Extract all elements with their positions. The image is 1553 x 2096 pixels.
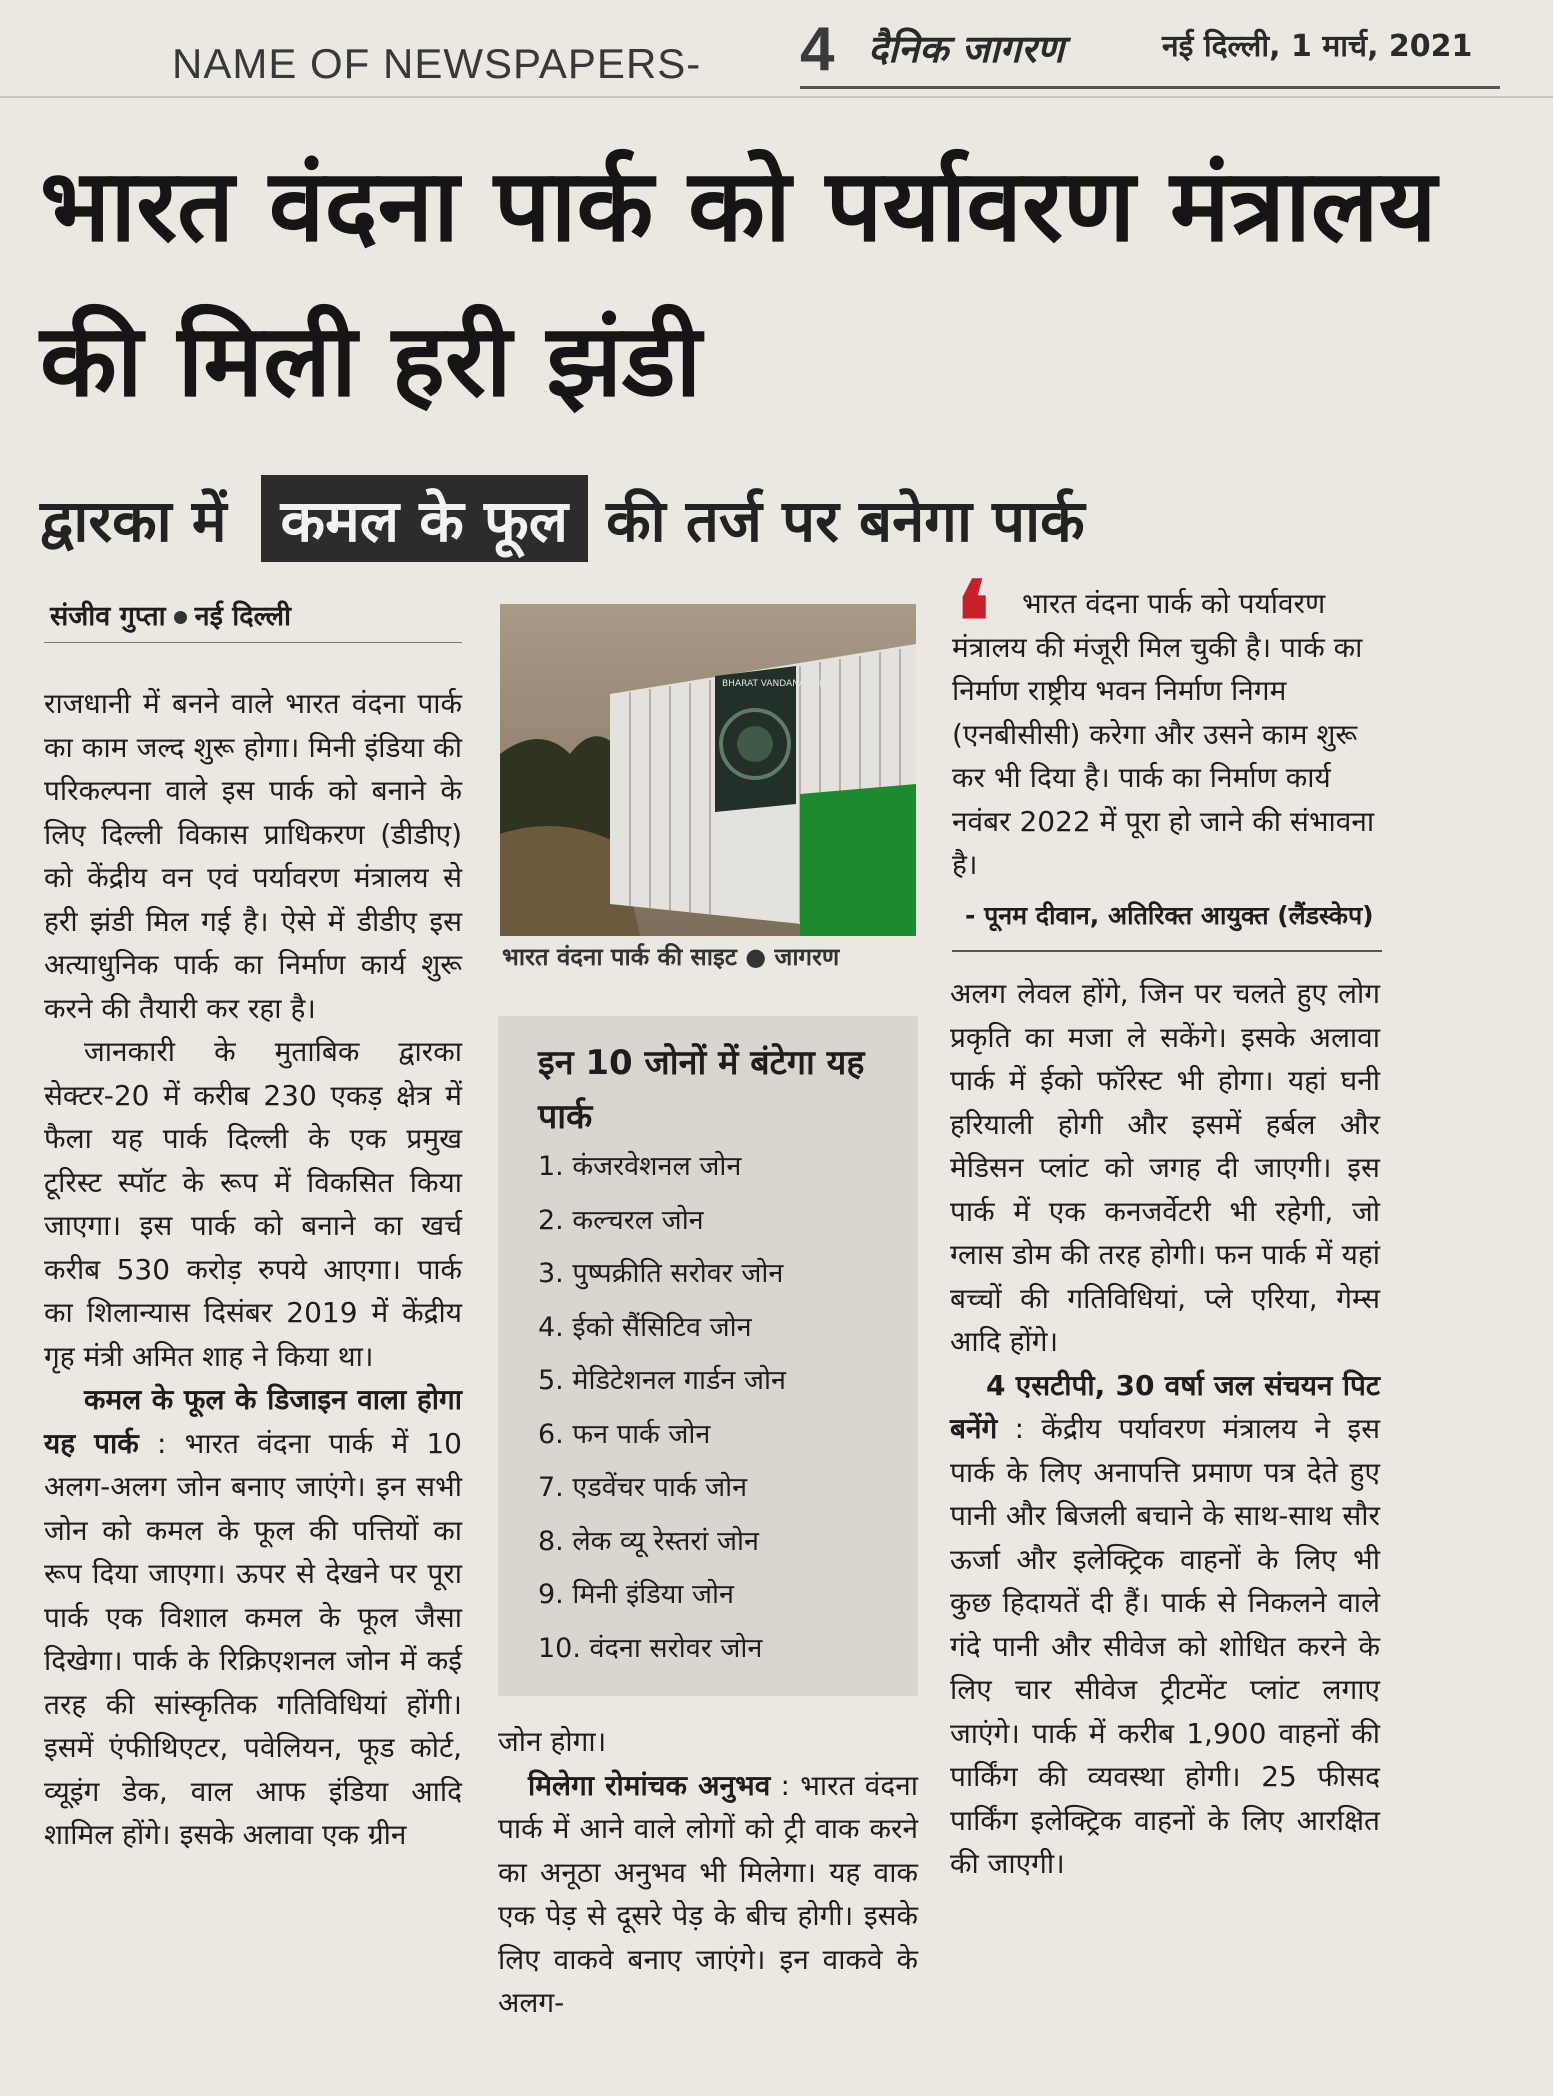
masthead-rule (800, 86, 1500, 89)
quote-mark-icon: ❛ (955, 557, 991, 686)
quote-text: भारत वंदना पार्क को पर्यावरण मंत्रालय की मंजूरी मिल चुकी है। पार्क का निर्माण राष्ट्रीय भवन निर्माण निगम (एनबीसीसी) करेगा और उसने काम शुरू कर भी दिया है। पार्क का निर्माण कार्य नवंबर 2022 में पूरा हो जाने की संभावना है। (952, 587, 1375, 881)
byline-rule (44, 642, 462, 643)
paragraph (498, 1764, 918, 2025)
zone-item: 10. वंदना सरोवर जोन (538, 1632, 763, 1664)
page-number: 4 (800, 15, 835, 84)
article-column-2 (498, 1720, 918, 2025)
byline-place: नई दिल्ली (194, 601, 292, 632)
article-column-1 (44, 682, 462, 1857)
zones-title: इन 10 जोनों में बंटेगा यह पार्क (538, 1043, 865, 1137)
paragraph: राजधानी में बनने वाले भारत वंदना पार्क का काम जल्द शुरू होगा। मिनी इंडिया की परिकल्पना वाले इस पार्क को बनाने के लिए दिल्ली विकास प्राधिकरण (डीडीए) को केंद्रीय वन एवं पर्यावरण मंत्रालय से हरी झंडी मिल गई है। ऐसे में डीडीए इस अत्याधुनिक पार्क का निर्माण कार्य शुरू करने की तैयारी कर रहा है। (44, 687, 462, 1025)
zone-item: 5. मेडिटेशनल गार्डन जोन (538, 1365, 786, 1396)
byline (50, 596, 291, 633)
subheadline-before: द्वारका में (40, 486, 227, 555)
zone-item: 7. एडवेंचर पार्क जोन (538, 1472, 748, 1503)
fold-line (0, 96, 1553, 98)
paragraph-text: : भारत वंदना पार्क में 10 अलग-अलग जोन बनाए जाएंगे। इन सभी जोन को कमल के फूल की पत्तियों का रूप दिया जाएगा। ऊपर से देखने पर पूरा पार्क एक विशाल कमल के फूल जैसा दिखेगा। पार्क के रिक्रिएशनल जोन में कई तरह की सांस्कृतिक गतिविधियां होंगी। इसमें एंफीथिएटर, पवेलियन, फूड कोर्ट, व्यूइंग डेक, वाल आफ इंडिया आदि शामिल होंगे। इसके अलावा एक ग्रीन (44, 1426, 463, 1851)
photo-illustration (500, 604, 916, 936)
zone-list (538, 1140, 786, 1675)
quote-rule (952, 950, 1382, 952)
subhead: 4 एसटीपी, 30 वर्षा जल संचयन पिट बनेंगे (950, 1368, 1380, 1445)
bullet-icon (174, 611, 187, 624)
newspaper-name-label: NAME OF NEWSPAPERS- (172, 40, 702, 87)
zone-item: 1. कंजरवेशनल जोन (538, 1151, 742, 1182)
zone-item: 6. फन पार्क जोन (538, 1418, 711, 1450)
zone-item: 2. कल्चरल जोन (538, 1204, 704, 1236)
subhead: मिलेगा रोमांचक अनुभव (528, 1768, 771, 1802)
zone-item: 8. लेक व्यू रेस्तरां जोन (538, 1525, 760, 1557)
park-sign-text: BHARAT VANDANA PARK (722, 679, 832, 689)
zone-item: 4. ईको सैंसिटिव जोन (538, 1311, 752, 1343)
subheadline (40, 478, 1085, 558)
paragraph (44, 1378, 462, 1857)
subhead: कमल के फूल के डिजाइन वाला होगा यह पार्क (44, 1383, 462, 1460)
dateline: नई दिल्ली, 1 मार्च, 2021 (1162, 29, 1473, 64)
paragraph: अलग लेवल होंगे, जिन पर चलते हुए लोग प्रकृति का मजा ले सकेंगे। इसके अलावा पार्क में ईको फॉरेस्ट भी होगा। यहां घनी हरियाली होगी और इसमें हर्बल और मेडिसन प्लांट को जगह दी जाएगी। इस पार्क में एक कनजर्वेटरी भी रहेगी, जो ग्लास डोम की तरह होगी। फन पार्क में यहां बच्चों की गतिविधियां, प्ले एरिया, गेम्स आदि होंगे। (950, 977, 1380, 1358)
pull-quote (952, 582, 1382, 887)
zone-item: 3. पुष्पक्रीति सरोवर जोन (538, 1258, 784, 1289)
byline-author: संजीव गुप्ता (50, 601, 166, 632)
headline: भारत वंदना पार्क को पर्यावरण मंत्रालय की मिली हरी झंडी (40, 147, 1437, 419)
paragraph: जोन होगा। (498, 1725, 607, 1758)
paragraph-text: : केंद्रीय पर्यावरण मंत्रालय ने इस पार्क के लिए अनापत्ति प्रमाण पत्र देते हुए पानी और बिजली बचाने के साथ-साथ सौर ऊर्जा और इलेक्ट्रिक वाहनों के लिए भी कुछ हिदायतें दी हैं। पार्क से निकलने वाले गंदे पानी और सीवेज को शोधित करने के लिए चार सीवेज ट्रीटमेंट प्लांट लगाए जाएंगे। पार्क में करीब 1,900 वाहनों की पार्किंग की व्यवस्था होगी। 25 फीसद पार्किंग इलेक्ट्रिक वाहनों के लिए आरक्षित की जाएगी। (950, 1412, 1380, 1880)
zone-item: 9. मिनी इंडिया जोन (538, 1579, 734, 1610)
paragraph (950, 1364, 1380, 1886)
subheadline-highlight: कमल के फूल (261, 475, 589, 562)
masthead: दैनिक जागरण (868, 27, 1064, 71)
subheadline-after: की तर्ज पर बनेगा पार्क (606, 486, 1085, 555)
photo-caption: भारत वंदना पार्क की साइट ● जागरण (502, 943, 840, 971)
park-site-photo (500, 604, 916, 936)
quote-attribution: - पूनम दीवान, अतिरिक्त आयुक्त (लैंडस्केप) (965, 901, 1374, 930)
article-column-3 (950, 972, 1380, 1886)
paragraph: जानकारी के मुताबिक द्वारका सेक्टर-20 में करीब 230 एकड़ क्षेत्र में फैला यह पार्क दिल्ली के एक प्रमुख टूरिस्ट स्पॉट के रूप में विकसित किया जाएगा। इस पार्क को बनाने का खर्च करीब 530 करोड़ रुपये आएगा। पार्क का शिलान्यास दिसंबर 2019 में केंद्रीय गृह मंत्री अमित शाह ने किया था। (44, 1035, 462, 1373)
paragraph-text: : भारत वंदना पार्क में आने वाले लोगों को ट्री वाक करने का अनूठा अनुभव भी मिलेगा। यह वाक एक पेड़ से दूसरे पेड़ के बीच होगी। इसके लिए वाकवे बनाए जाएंगे। इन वाकवे के अलग- (498, 1768, 919, 2019)
